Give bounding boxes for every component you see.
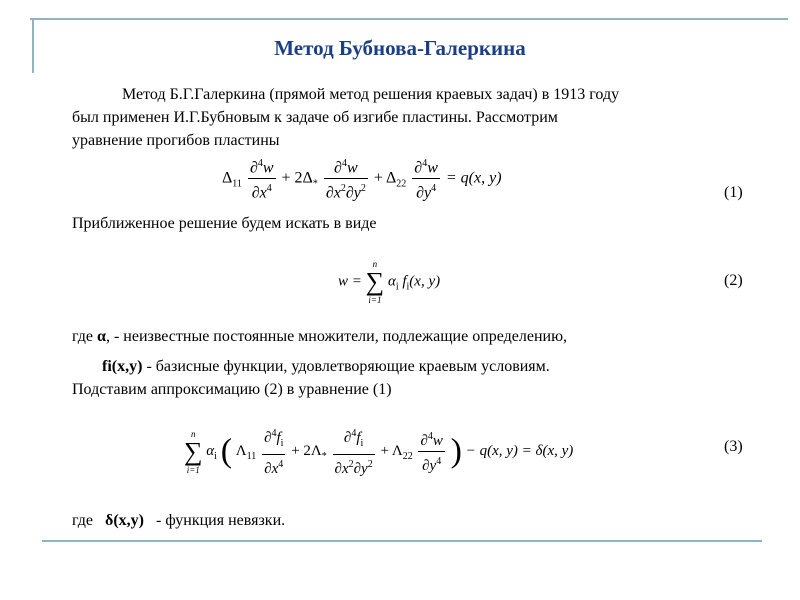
where-delta-prefix: где xyxy=(72,512,106,529)
eq3-pow4: 4 xyxy=(271,428,277,439)
eq2-sum xyxy=(366,258,385,306)
eq1-dy: ∂y xyxy=(416,184,432,202)
intro-line-2: был применен И.Г.Бубновым к задаче об изгибе пластины. Рассмотрим xyxy=(72,109,558,126)
eq3-f: f xyxy=(276,430,281,446)
where-alpha-symbol: α xyxy=(97,328,106,345)
equation-3: n ∑ i=1 $\alpha_i$ ( $\Lambda_{11}$ $\frac{\partial^4f_i}{\partial x^4}$ + $2\Lambda_*$ $\frac{\partial^4f_i}{\partial x^2\partial y^2}$ + $\Lambda_{22}$ $\frac{\partial^4w}{\partial y^4}$ ) − q(x, y) = δ(x, y) xyxy=(184,424,573,479)
eq2-sum-top: n xyxy=(372,259,378,269)
eq1-dx2-pow: 2 xyxy=(340,183,346,195)
eq1-frac-mixed: $\frac{\partial^4w}{\partial x^2\partial y^2}$ xyxy=(324,154,368,204)
eq2-f: f xyxy=(402,273,407,290)
eq3-dx: ∂x xyxy=(264,461,279,477)
eq3-frac-y4: $\frac{\partial^4w}{\partial y^4}$ xyxy=(418,427,444,476)
eq1-plus-delta22: + Δ xyxy=(373,169,397,187)
eq3-alpha-sub: i xyxy=(214,450,217,462)
eq2-alpha: α xyxy=(387,273,396,290)
eq2-alpha-sub: i xyxy=(395,281,399,293)
eq1-dy-pow: 4 xyxy=(431,183,437,195)
eq3-frac-x4: $\frac{\partial^4f_i}{\partial x^4}$ xyxy=(262,424,285,479)
eq1-delta11-sub: 11 xyxy=(232,178,242,190)
eq3-frac-mixed: $\frac{\partial^4f_i}{\partial x^2\partial y^2}$ xyxy=(333,424,375,479)
eq3-f-sub: i xyxy=(280,438,284,449)
eq3-plus-2lambda: + 2Λ xyxy=(291,442,322,459)
eq1-dx: ∂x xyxy=(251,184,267,202)
eq2-sigma: ∑ xyxy=(365,267,385,296)
eq3-dy2: ∂y xyxy=(353,461,368,477)
eq3-w: w xyxy=(432,433,443,449)
eq3-lambda22-sub: 22 xyxy=(402,450,413,462)
eq2-lhs: w = xyxy=(338,273,362,290)
equation-1-number: (1) xyxy=(724,184,743,201)
intro-line-1: Метод Б.Г.Галеркина (прямой метод решения краевых задач) в 1913 году xyxy=(122,86,620,103)
eq1-partial-a: ∂ xyxy=(249,159,258,177)
approx-line: Приближенное решение будем искать в виде xyxy=(72,215,377,232)
eq3-sum-bottom: i=1 xyxy=(186,464,200,475)
eq3-alpha: α xyxy=(206,442,215,459)
substitute-line: Подставим аппроксимацию (2) в уравнение (1) xyxy=(72,381,392,398)
eq1-rhs: = q(x, y) xyxy=(445,169,502,187)
eq3-partial: ∂ xyxy=(264,430,272,446)
equation-2 xyxy=(338,258,440,306)
eq1-dy2: ∂y xyxy=(345,184,361,202)
eq2-f-sub: i xyxy=(406,281,410,293)
eq2-args: (x, y) xyxy=(409,273,441,290)
eq1-delta22-sub: 22 xyxy=(396,178,407,190)
equation-1: $\Delta_{11}$ $\frac{\partial^4w}{\partial x^4}$ + $2\Delta_*$ $\frac{\partial^4w}{\partial x^2\partial y^2}$ + $\Delta_{22}$ $\frac{\partial^4w}{\partial y^4}$ = q(x, y) xyxy=(222,154,502,204)
eq3-plus-lambda22: + Λ xyxy=(380,442,403,459)
where-delta-rest: - функция невязки. xyxy=(143,512,286,529)
where-fi-line xyxy=(102,355,550,378)
eq1-dx2: ∂x xyxy=(325,184,341,202)
where-alpha-line xyxy=(72,325,567,348)
eq1-pow-a: 4 xyxy=(257,158,263,169)
intro-paragraph xyxy=(72,83,619,152)
eq3-pow2: 2 xyxy=(348,459,354,470)
slide-title: Метод Бубнова-Галеркина xyxy=(274,36,526,60)
eq1-frac-y4: $\frac{\partial^4w}{\partial y^4}$ xyxy=(412,154,440,204)
eq1-frac-x4 xyxy=(248,154,276,204)
eq3-lambda-star: * xyxy=(321,450,327,462)
where-fi-rest: - базисные функции, удовлетворяющие краевым условиям. xyxy=(142,358,550,375)
eq3-rhs: − q(x, y) = δ(x, y) xyxy=(465,442,574,459)
eq3-sum xyxy=(184,428,203,476)
eq1-delta11: Δ xyxy=(222,169,233,187)
where-delta-symbol: δ(x,y) xyxy=(105,512,144,529)
intro-line-3: уравнение прогибов пластины xyxy=(72,132,280,149)
eq2-sum-bottom: i=1 xyxy=(368,295,382,305)
frame-top-line xyxy=(30,18,788,20)
eq1-plus-2delta: + 2Δ xyxy=(281,169,313,187)
eq1-dy2-pow: 2 xyxy=(360,183,366,195)
eq1-dx-pow: 4 xyxy=(266,183,272,195)
eq3-dy: ∂y xyxy=(422,458,437,474)
where-delta-line xyxy=(72,509,285,532)
eq3-lambda11-sub: 11 xyxy=(246,450,257,462)
equation-2-number: (2) xyxy=(724,272,743,289)
eq1-w-a: w xyxy=(262,159,274,177)
eq3-sigma: ∑ xyxy=(184,436,203,466)
where-fi-symbol: fi(x,y) xyxy=(102,358,143,375)
equation-3-number: (3) xyxy=(724,438,743,455)
where-alpha-rest: , - неизвестные постоянные множители, подлежащие определению, xyxy=(105,328,568,345)
where-alpha-prefix: где xyxy=(72,328,98,345)
eq3-sum-top: n xyxy=(191,428,196,439)
eq3-lambda11: Λ xyxy=(235,442,247,459)
eq3-dx2: ∂x xyxy=(334,461,349,477)
frame-bottom-line xyxy=(42,540,762,542)
